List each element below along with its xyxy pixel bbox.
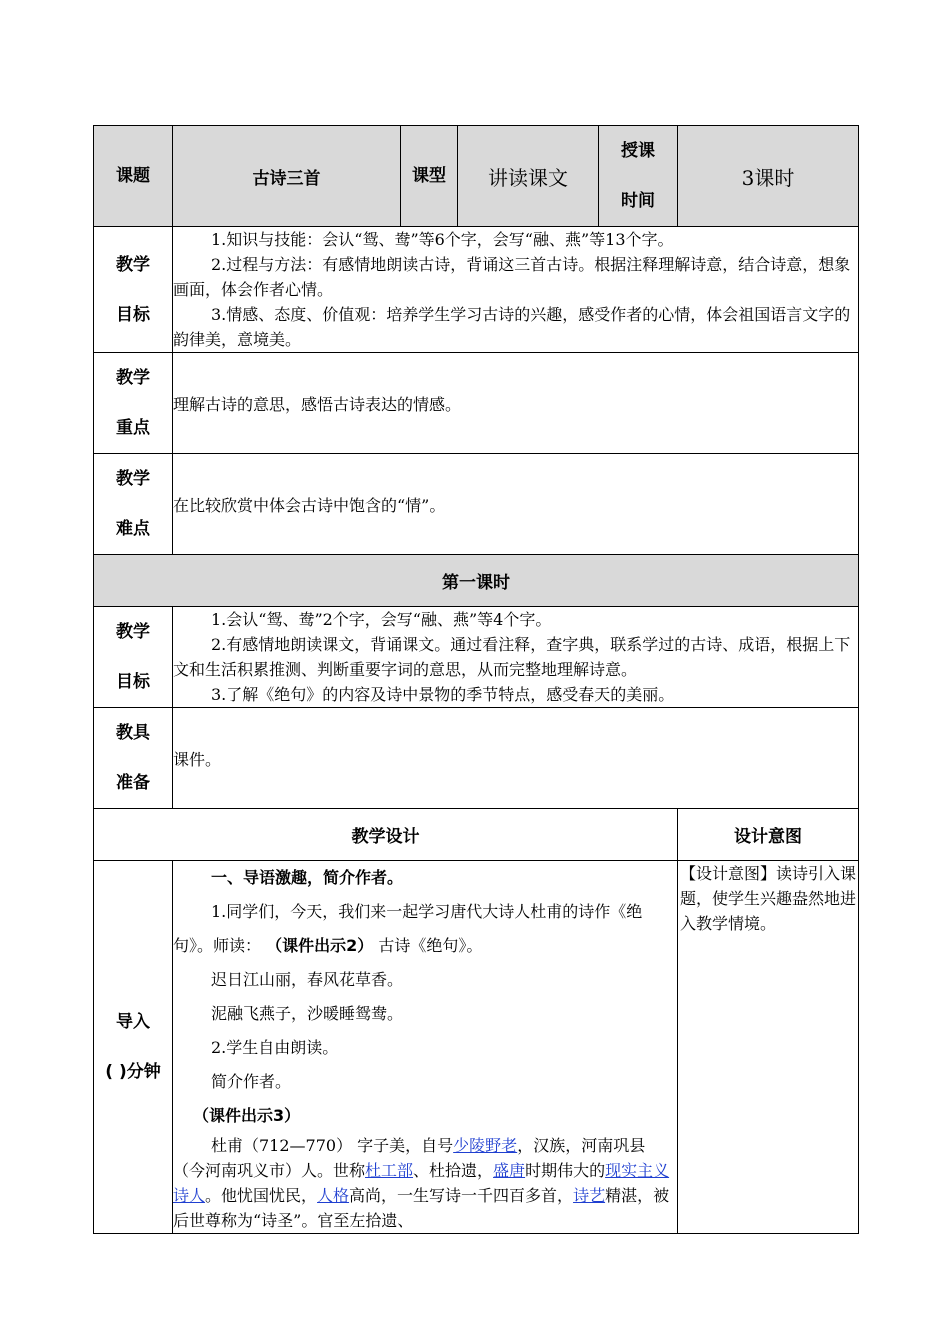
bio-text: ，汉族，河南巩县（今河南巩义市）人。世称 (173, 1136, 646, 1180)
header-row (94, 126, 859, 227)
key-points-row (94, 353, 859, 454)
time-label-line-2: 时间 (621, 191, 655, 211)
time-value: 3课时 (678, 126, 859, 227)
design-content (173, 861, 678, 1234)
tools-label-line-2: 准备 (116, 773, 150, 793)
bio-link[interactable]: 少陵野老 (453, 1136, 518, 1155)
author-bio (173, 1133, 677, 1233)
difficulties-text: 在比较欣赏中体会古诗中饱含的“情”。 (173, 454, 859, 555)
stage-label-line-1: 导入 (116, 1012, 150, 1032)
goals-row (94, 227, 859, 353)
poem-line: 迟日江山丽，春风花草香。 (211, 970, 404, 989)
key-points-text: 理解古诗的意思，感悟古诗表达的情感。 (173, 353, 859, 454)
lesson-plan-table (93, 125, 859, 1234)
bio-text: 时期伟大的 (525, 1161, 606, 1180)
lesson-title-row (94, 555, 859, 607)
lesson-goal-item: 1.会认“鸳、鸯”2个字，会写“融、燕”等4个字。 (211, 610, 552, 629)
bio-text: 杜甫（712—770） 字子美，自号 (211, 1136, 454, 1155)
design-paragraph: 简介作者。 (211, 1072, 292, 1091)
goals-label (94, 227, 173, 353)
section-title: 一、导语激趣，简介作者。 (211, 868, 404, 887)
lesson-goals-label-line-2: 目标 (116, 672, 150, 692)
type-label: 课型 (401, 126, 458, 227)
key-points-label (94, 353, 173, 454)
goals-label-line-2: 目标 (116, 304, 150, 325)
design-body-row (94, 861, 859, 1234)
design-paragraph: 2.学生自由朗读。 (211, 1038, 339, 1057)
bio-text: 高尚，一生写诗一千四百多首， (349, 1186, 574, 1205)
key-points-label-line-1: 教学 (116, 368, 150, 388)
bio-text: 、杜拾遗， (413, 1161, 494, 1180)
intent-header: 设计意图 (678, 809, 859, 861)
bio-text: 。他忧国忧民， (205, 1186, 318, 1205)
time-label-line-1: 授课 (621, 141, 655, 161)
tools-label (94, 708, 173, 809)
design-paragraph (173, 895, 677, 963)
courseware-note: （课件出示2） (266, 936, 374, 955)
bio-link[interactable]: 现实主义诗人 (173, 1161, 670, 1205)
lesson-goals-label (94, 607, 173, 708)
lesson-goals-row (94, 607, 859, 708)
design-header-row (94, 809, 859, 861)
difficulties-label (94, 454, 173, 555)
bio-link[interactable]: 杜工部 (365, 1161, 414, 1180)
bio-text: 精湛，被后世尊称为“诗圣”。官至左拾遗、 (173, 1186, 670, 1230)
time-label (599, 126, 678, 227)
lesson-goal-item: 3.了解《绝句》的内容及诗中景物的季节特点，感受春天的美丽。 (211, 685, 675, 704)
bio-link[interactable]: 诗艺 (573, 1186, 606, 1205)
bio-link[interactable]: 盛唐 (493, 1161, 526, 1180)
tools-row (94, 708, 859, 809)
key-points-label-line-2: 重点 (116, 418, 150, 438)
goal-item: 2.过程与方法：有感情地朗读古诗，背诵这三首古诗。根据注释理解诗意，结合诗意，想象画面，体会作者心情。 (173, 255, 851, 299)
topic-label: 课题 (94, 126, 173, 227)
goals-content (173, 227, 859, 353)
lesson-goals-content (173, 607, 859, 708)
tools-label-line-1: 教具 (116, 723, 150, 743)
type-value: 讲读课文 (458, 126, 599, 227)
design-text: 1.同学们，今天，我们来一起学习唐代大诗人杜甫的诗作《绝句》。师读： (173, 902, 643, 955)
courseware-note: （课件出示3） (193, 1106, 301, 1125)
lesson-title: 第一课时 (94, 555, 859, 607)
poem-line: 泥融飞燕子，沙暖睡鸳鸯。 (211, 1004, 404, 1023)
lesson-goal-item: 2.有感情地朗读课文，背诵课文。通过看注释，查字典，联系学过的古诗、成语，根据上下文和生活积累推测、判断重要字词的意思，从而完整地理解诗意。 (173, 635, 851, 679)
stage-label (94, 861, 173, 1234)
bio-link[interactable]: 人格 (317, 1186, 350, 1205)
goals-label-line-1: 教学 (116, 254, 150, 275)
goal-item: 1.知识与技能：会认“鸳、鸯”等6个字，会写“融、燕”等13个字。 (211, 230, 674, 249)
topic-value: 古诗三首 (173, 126, 401, 227)
lesson-goals-label-line-1: 教学 (116, 622, 150, 642)
design-text: 古诗《绝句》。 (378, 936, 483, 955)
difficulties-row (94, 454, 859, 555)
difficulties-label-line-1: 教学 (116, 469, 150, 489)
goal-item: 3.情感、态度、价值观：培养学生学习古诗的兴趣，感受作者的心情，体会祖国语言文字的韵律美，意境美。 (173, 305, 851, 349)
difficulties-label-line-2: 难点 (116, 519, 150, 539)
design-header: 教学设计 (94, 809, 678, 861)
stage-label-line-2: ( )分钟 (105, 1062, 161, 1082)
design-intent: 【设计意图】读诗引入课题，使学生兴趣盎然地进入教学情境。 (678, 861, 859, 1234)
tools-text: 课件。 (173, 708, 859, 809)
